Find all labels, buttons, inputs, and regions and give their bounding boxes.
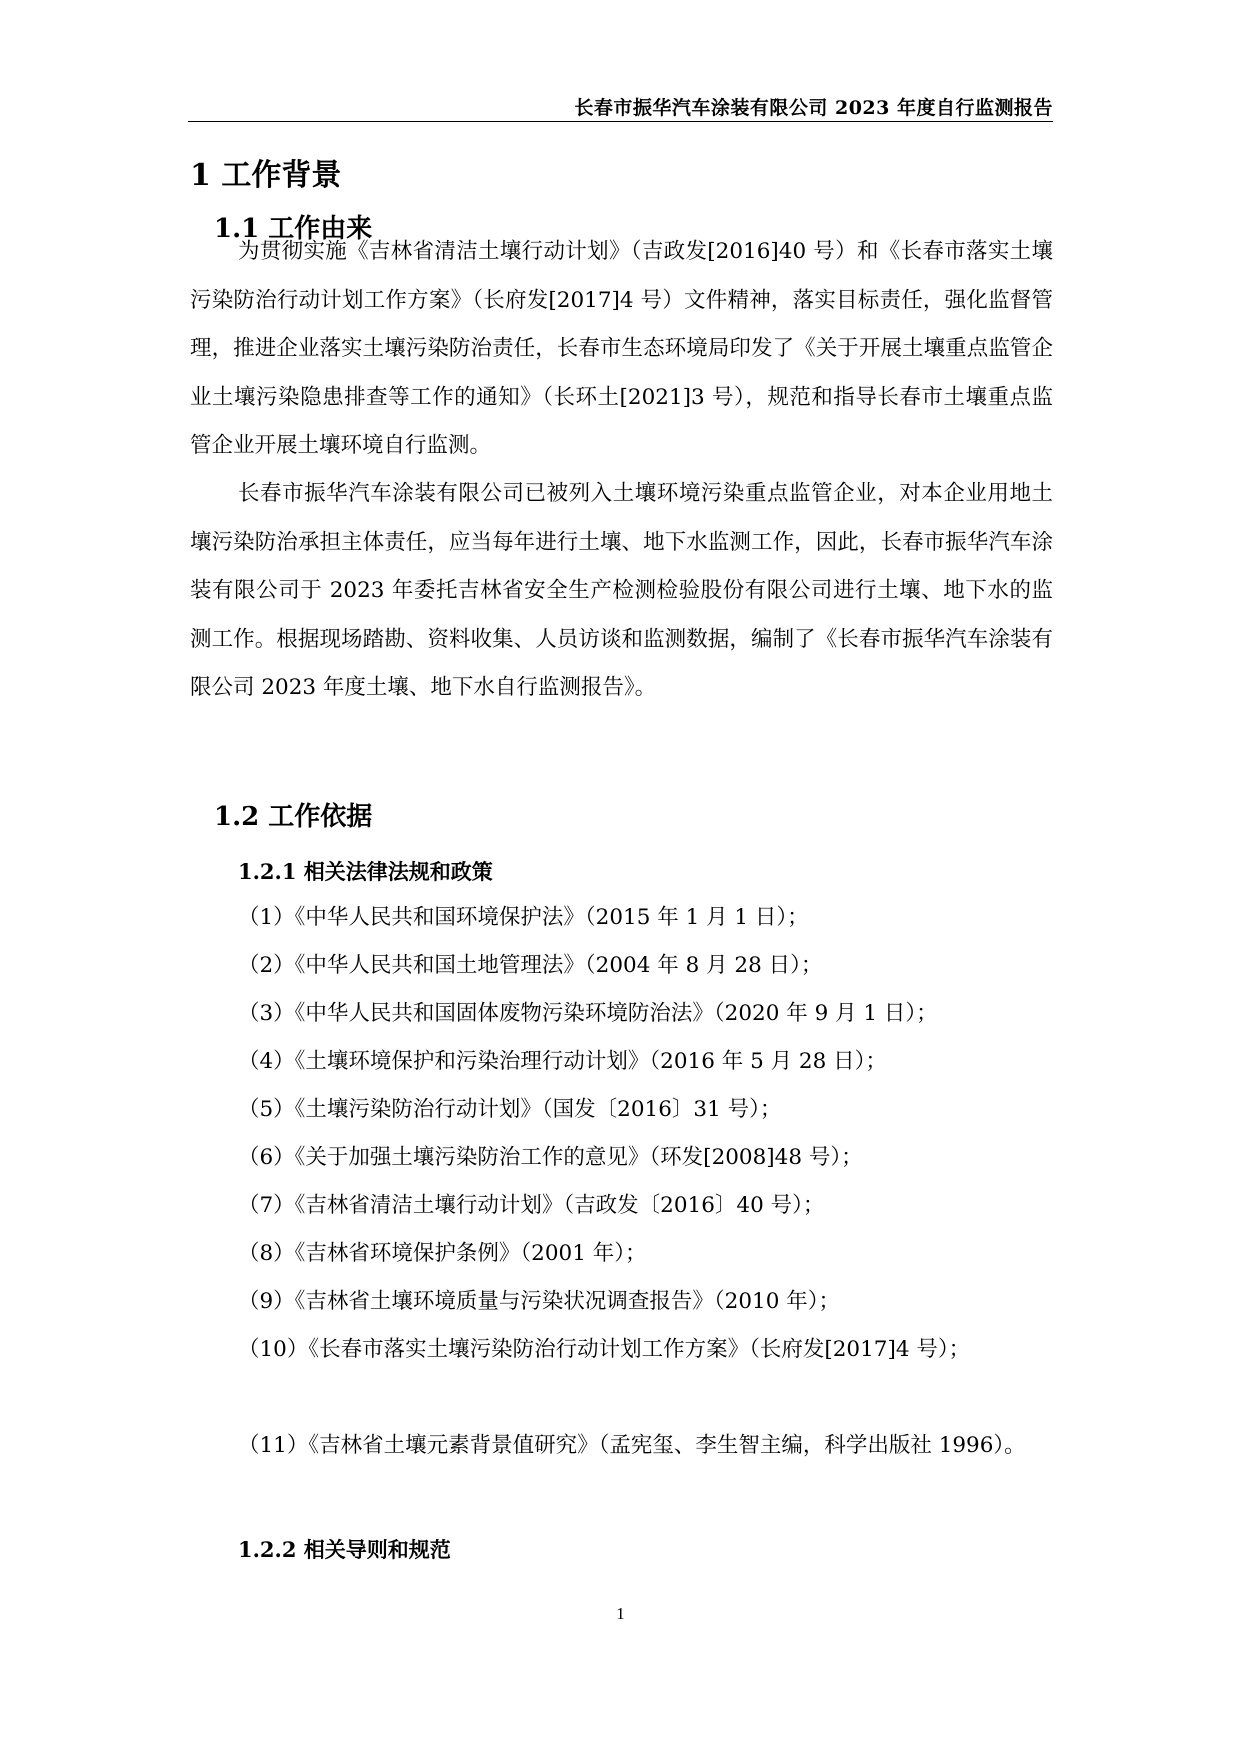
list-item: （10）《长春市落实土壤污染防治行动计划工作方案》（长府发[2017]4 号）； — [238, 1337, 971, 1362]
list-item: （7）《吉林省清洁土壤行动计划》（吉政发〔2016〕40 号）； — [238, 1193, 825, 1218]
paragraph: 长春市振华汽车涂装有限公司已被列入土壤环境污染重点监管企业，对本企业用地土壤污染防治承担主体责任，应当每年进行土壤、地下水监测工作，因此，长春市振华汽车涂装有限公司于 2023 年委托吉林省安全生产检测检验股份有限公司进行土壤、地下水的监测工作。根据现场踏勘、资料收集、人员访谈和监测数据，编制了《长春市振华汽车涂装有限公司 2023 年度土壤、地下水自行监测报告》。 — [190, 481, 1053, 700]
list-item: （8）《吉林省环境保护条例》（2001 年）； — [238, 1241, 647, 1266]
paragraph: 为贯彻实施《吉林省清洁土壤行动计划》（吉政发[2016]40 号）和《长春市落实土壤污染防治行动计划工作方案》（长府发[2017]4 号）文件精神，落实目标责任，强化监督管理，推进企业落实土壤污染防治责任，长春市生态环境局印发了《关于开展土壤重点监管企业土壤污染隐患排查等工作的通知》（长环土[2021]3 号），规范和指导长春市土壤重点监管企业开展土壤环境自行监测。 — [190, 239, 1053, 458]
subsection-heading-origin: 1.1 工作由来 — [214, 214, 373, 244]
list-item: （11）《吉林省土壤元素背景值研究》（孟宪玺、李生智主编，科学出版社 1996）。 — [238, 1433, 1026, 1458]
list-item: （4）《土壤环境保护和污染治理行动计划》（2016 年 5 月 28 日）； — [238, 1049, 887, 1074]
list-item: （1）《中华人民共和国环境保护法》（2015 年 1 月 1 日）； — [238, 905, 809, 930]
list-item: （6）《关于加强土壤污染防治工作的意见》（环发[2008]48 号）； — [238, 1145, 863, 1170]
list-item: （5）《土壤污染防治行动计划》（国发〔2016〕31 号）； — [238, 1097, 782, 1122]
subsection-heading-basis: 1.2 工作依据 — [214, 802, 373, 832]
list-item: （3）《中华人民共和国固体废物污染环境防治法》（2020 年 9 月 1 日）； — [238, 1001, 938, 1026]
list-item: （2）《中华人民共和国土地管理法》（2004 年 8 月 28 日）； — [238, 953, 823, 978]
subsubsection-heading-guidelines: 1.2.2 相关导则和规范 — [238, 1537, 451, 1562]
section-heading: 1 工作背景 — [190, 158, 342, 193]
running-header: 长春市振华汽车涂装有限公司 2023 年度自行监测报告 — [574, 97, 1053, 119]
subsubsection-heading-laws: 1.2.1 相关法律法规和政策 — [238, 859, 493, 884]
list-item: （9）《吉林省土壤环境质量与污染状况调查报告》（2010 年）； — [238, 1289, 840, 1314]
header-divider — [188, 121, 1053, 122]
page-number: 1 — [616, 1604, 625, 1623]
